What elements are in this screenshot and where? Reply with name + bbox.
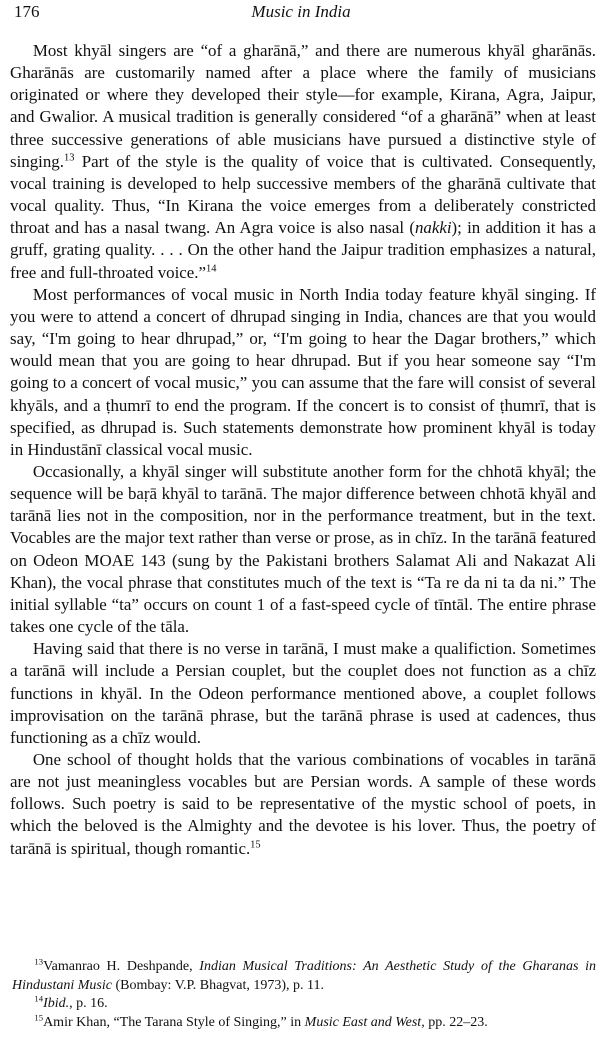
footnote-number: 14	[34, 993, 44, 1004]
footnote-title: Indian Musical Traditions: An Aesthetic Study of the Gharanas in Hindustani Music	[12, 959, 596, 993]
page-number: 176	[14, 2, 40, 21]
footnote-text: , pp. 22–23.	[421, 1015, 488, 1031]
paragraph-text: Part of the style is the quality of voice that is cultivated. Consequently, vocal training is developed to help successive members of the gharānā cultivate that vocal quality. Thus, “In Kirana the voice emerges from a deliberately constricted throat and has a nasal twang. An Agra voice is also nasal (	[10, 151, 596, 238]
footnote-14	[12, 995, 596, 1014]
paragraph-text: One school of thought holds that the various combinations of vocables in tarānā are not just meaningless vocables but are Persian words. A sample of these words follows. Such poetry is said to be representative of the mystic school of poets, in which the beloved is the Almighty and the devotee is his lover. Thus, the poetry of tarānā is spiritual, though romantic.	[10, 750, 596, 858]
paragraph-text: Most khyāl singers are “of a gharānā,” and there are numerous khyāl gharānās. Gharānās are customarily named after a place where the family of musicians originated or where they developed their style—for example, Kirana, Agra, Jaipur, and Gwalior. A musical tradition is generally considered “of a gharānā” when at least three successive generations of able musicians have pursued a distinctive style of singing.	[10, 41, 596, 171]
paragraph-text: ); in addition it has a gruff, grating quality. . . . On the other hand the Jaipur tradition emphasizes a natural, free and full-throated voice.”	[10, 218, 596, 282]
paragraph-tarana: Occasionally, a khyāl singer will substitute another form for the chhotā khyāl; the sequence will be baṛā khyāl to tarānā. The major difference between chhotā khyāl and tarānā lies not in the composition, nor in the performance treatment, but in the text. Vocables are the major text rather than verse or prose, as in chīz. In the tarānā featured on Odeon MOAE 143 (sung by the Pakistani brothers Salamat Ali and Nakazat Ali Khan), the vocal phrase that constitutes much of the text is “Ta re da ni ta da ni.” The initial syllable “ta” occurs on count 1 of a fast-speed cycle of tīntāl. The entire phrase takes one cycle of the tāla.	[10, 461, 596, 637]
footnote-text: (Bombay: V.P. Bhagvat, 1973), p. 11.	[111, 977, 325, 993]
footnote-ref-14: 14	[206, 262, 217, 274]
footnote-ref-15: 15	[250, 839, 261, 850]
footnote-15	[12, 1014, 596, 1033]
footnote-text: Vamanrao H. Deshpande,	[43, 959, 200, 974]
footnote-text: Amir Khan, “The Tarana Style of Singing,” in	[43, 1015, 305, 1031]
footnote-number: 13	[34, 956, 44, 967]
footnote-title: Music East and West	[304, 1015, 422, 1031]
footnotes	[12, 958, 596, 1033]
page-header	[14, 0, 588, 26]
body-text	[10, 40, 596, 860]
paragraph-vocal-music: Most performances of vocal music in North India today feature khyāl singing. If you were to attend a concert of dhrupad singing in India, chances are that you would say, “I'm going to hear dhrupad,” or, “I'm going to hear the Dagar brothers,” which would mean that you are going to hear dhrupad. But if you hear someone say “I'm going to a concert of vocal music,” you can assume that the fare will consist of several khyāls, and a ṭhumrī to end the program. If the concert is to consist of ṭhumrī, that is specified, as dhrupad is. Such statements demonstrate how prominent khyāl is today in Hindustānī classical vocal music.	[10, 284, 596, 459]
italic-term: nakki	[414, 218, 452, 238]
paragraph-gharana	[10, 40, 596, 284]
paragraph-persian-words	[10, 749, 596, 860]
footnote-title: Ibid.	[43, 996, 70, 1012]
footnote-13	[12, 958, 596, 995]
footnote-ref-13: 13	[63, 152, 75, 164]
footnote-number: 15	[34, 1012, 44, 1023]
footnote-text: , p. 16.	[69, 996, 108, 1012]
paragraph-qualification: Having said that there is no verse in tarānā, I must make a qualifiction. Sometimes a tarānā will include a Persian couplet, but the couplet does not function as a chīz functions in khyāl. In the Odeon performance mentioned above, a couplet follows improvisation on the tarānā phrase, but the tarānā phrase is used at cadences, thus functioning as a chīz would.	[10, 639, 596, 747]
running-head: Music in India	[251, 2, 351, 21]
